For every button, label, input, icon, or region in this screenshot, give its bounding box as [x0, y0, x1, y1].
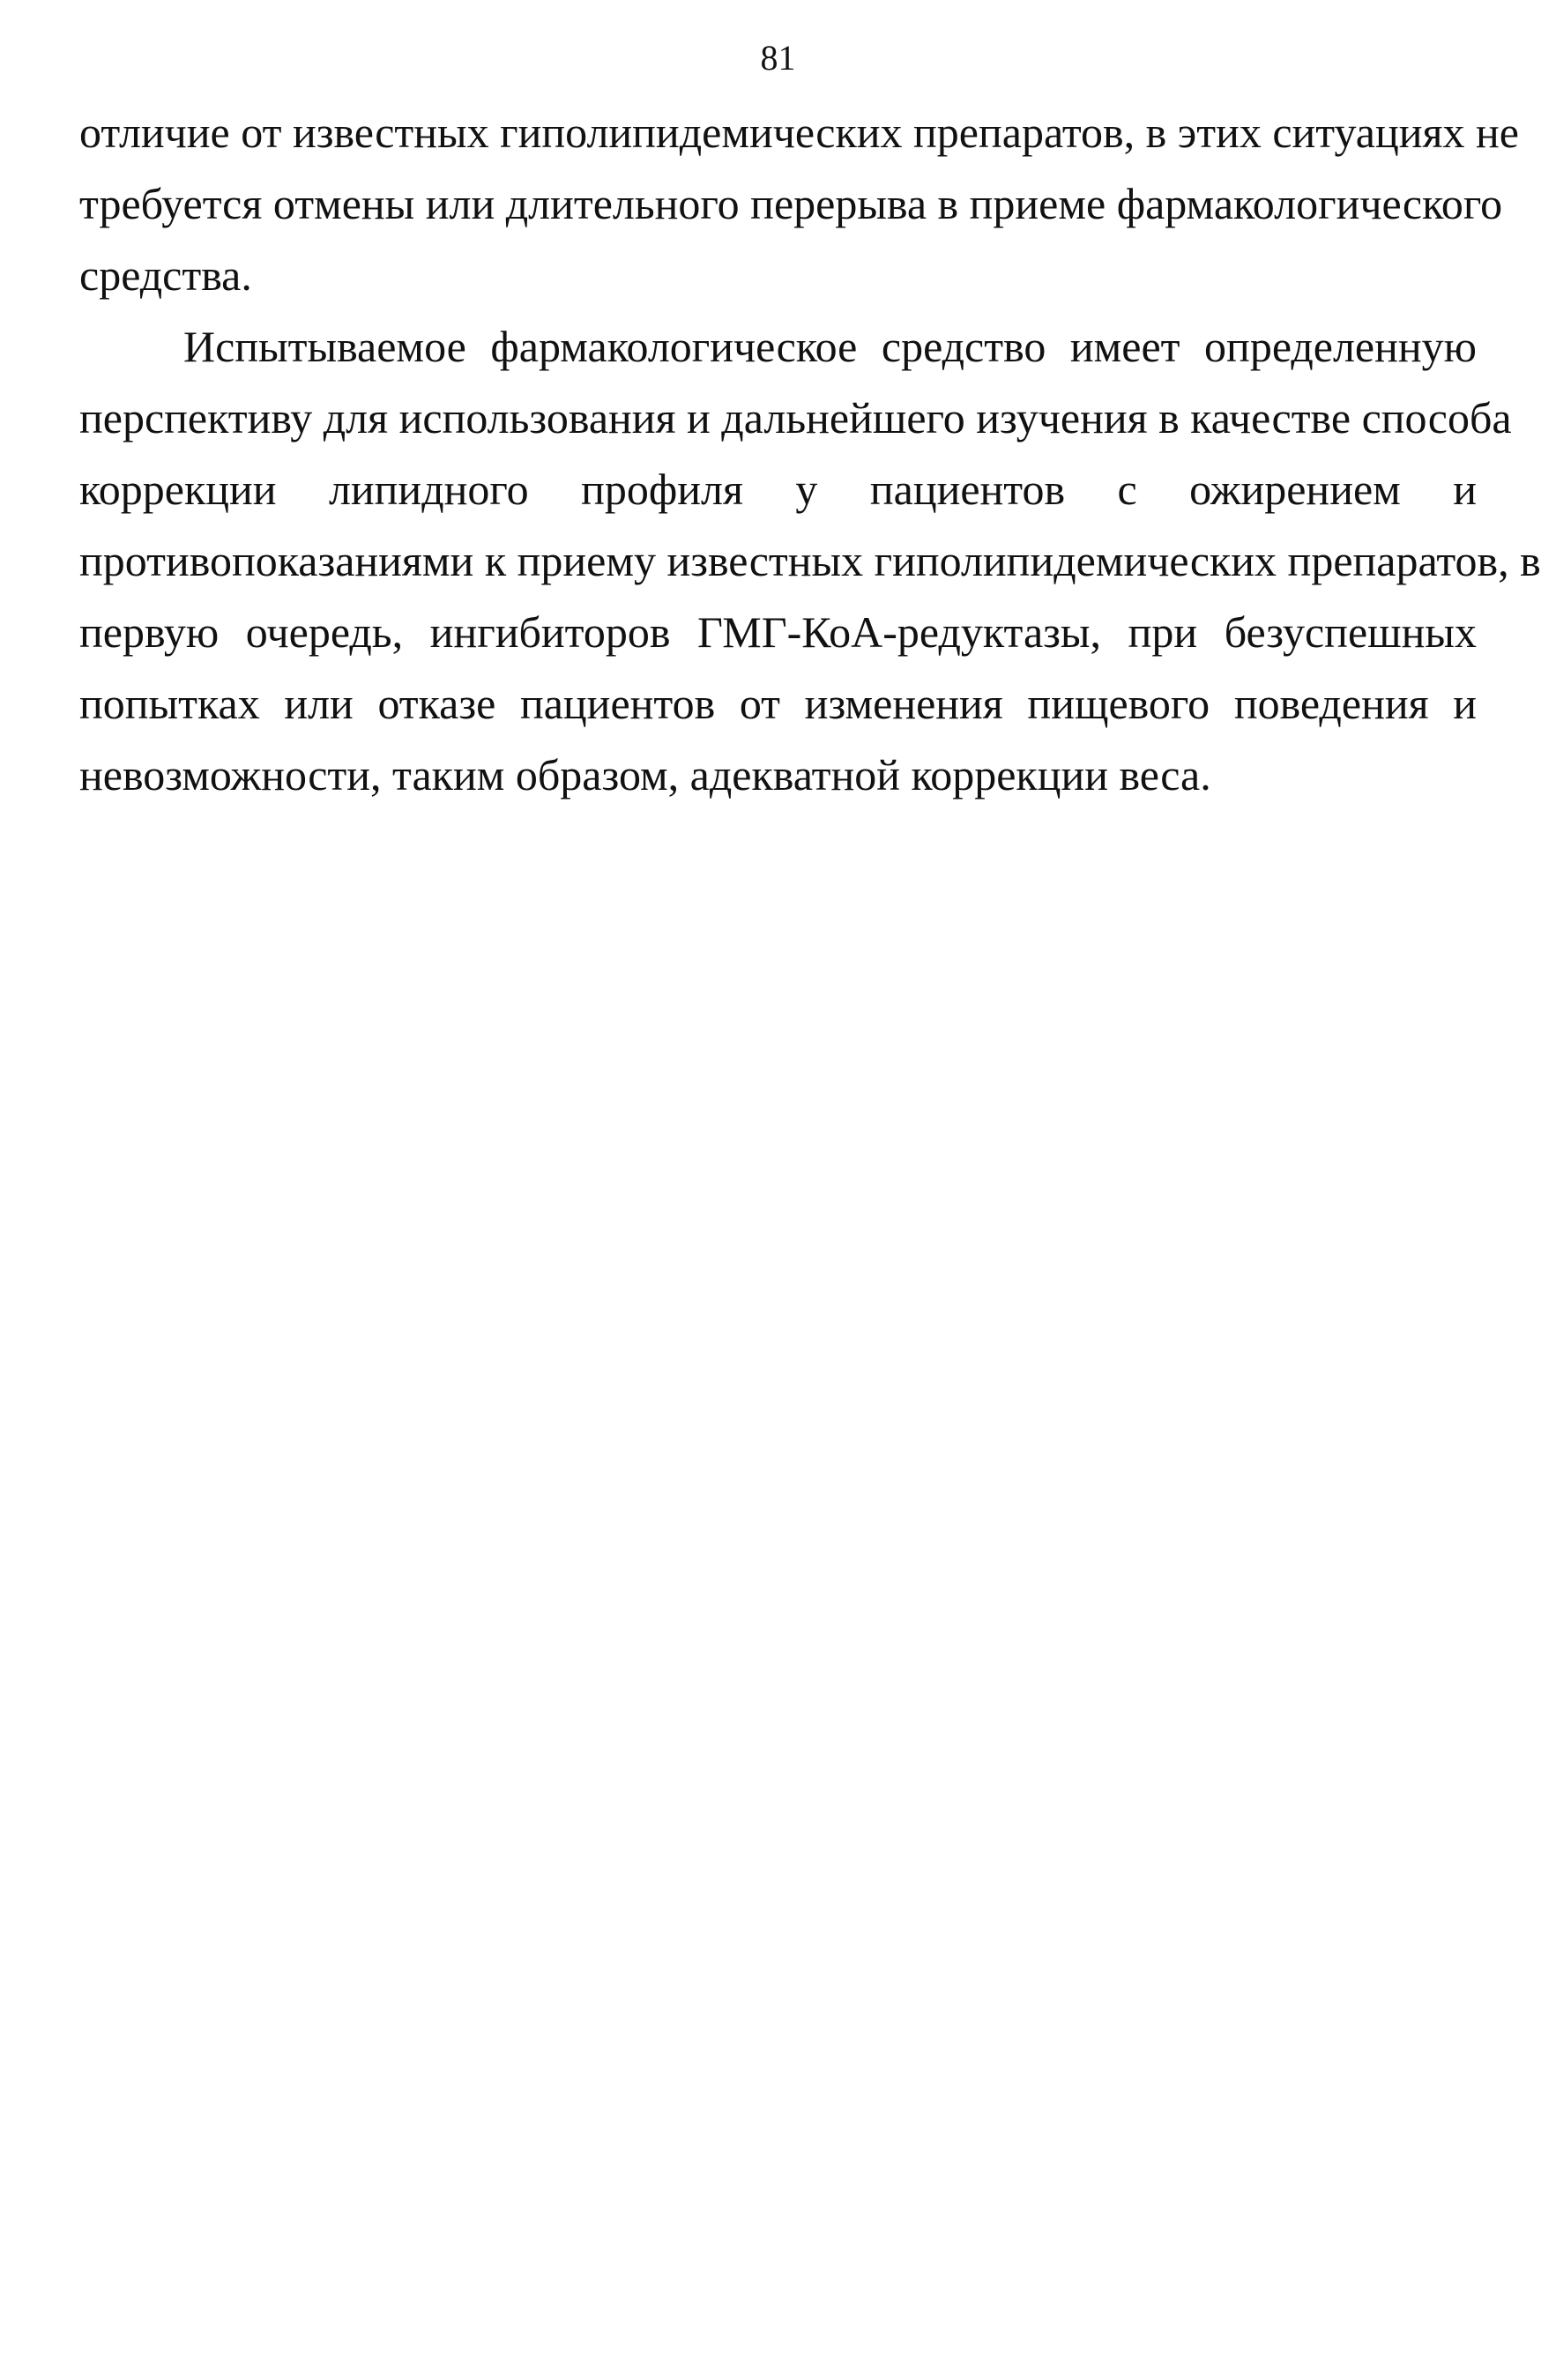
text-line: невозможности, таким образом, адекватной коррекции веса.	[79, 750, 1211, 800]
text-line: перспективу для использования и дальнейшего изучения в качестве способа	[79, 393, 1512, 443]
text-line: Испытываемое фармакологическое средство имеет определенную	[183, 322, 1477, 371]
text-line: первую очередь, ингибиторов ГМГ-КоА-редуктазы, при безуспешных	[79, 607, 1477, 657]
page-number: 81	[760, 38, 796, 78]
body-text	[79, 97, 1541, 811]
text-line: противопоказаниями к приему известных гиполипидемических препаратов, в	[79, 536, 1541, 585]
text-line: попытках или отказе пациентов от изменения пищевого поведения и	[79, 679, 1477, 728]
text-line: коррекции липидного профиля у пациентов с ожирением и	[79, 465, 1477, 514]
text-line: отличие от известных гиполипидемических препаратов, в этих ситуациях не	[79, 108, 1519, 157]
paragraph-2	[79, 311, 1541, 811]
paragraph-1	[79, 97, 1519, 311]
text-line: требуется отмены или длительного перерыва в приеме фармакологического	[79, 179, 1503, 228]
text-line: средства.	[79, 250, 252, 300]
